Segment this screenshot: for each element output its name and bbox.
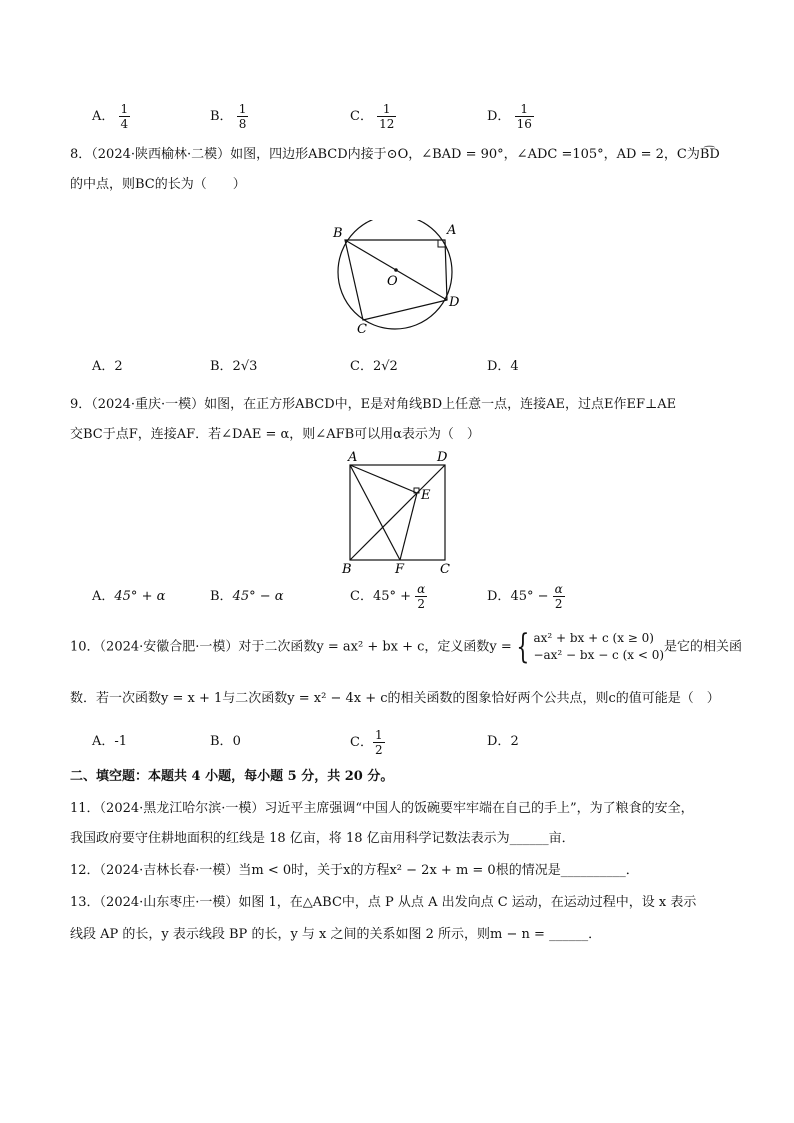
q10-option-c: C． $\frac{1}{2}$	[350, 728, 383, 757]
label-o: O	[387, 274, 398, 289]
q8-text-line1: 8．（2024·陕西榆林·二模）如图，四边形ABCD内接于⊙O，∠BAD = 90°，∠ADC =105°，AD = 2，C为B͡D	[70, 147, 720, 162]
label-a: A	[348, 450, 358, 465]
q9-text-line1: 9．（2024·重庆·一模）如图，在正方形ABCD中，E是对角线BD上任意一点，连接AE，过点E作EF⊥AE	[70, 397, 677, 412]
label-f: F	[395, 562, 405, 577]
q11-text-line2: 我国政府要守住耕地面积的红线是 18 亿亩，将 18 亿亩用科学记数法表示为______亩．	[70, 831, 575, 846]
diagonal-bd	[350, 465, 445, 560]
q8-option-a: A．2	[92, 359, 123, 374]
q9-option-d: D．45° − $\frac{\alpha}{2}$	[487, 582, 563, 611]
q8-circle-figure	[325, 220, 475, 340]
q10-option-d: D．2	[487, 734, 519, 749]
q7-option-d: D． $\frac{1}{16}$	[487, 102, 532, 131]
section-2-heading: 二、填空题：本题共 4 小题，每小题 5 分，共 20 分。	[70, 769, 394, 784]
q8-option-b: B．2√3	[210, 359, 258, 374]
label-c: C	[357, 322, 367, 337]
q8-option-c: C．2√2	[350, 359, 398, 374]
label-d: D	[449, 295, 460, 310]
label-d: D	[437, 450, 448, 465]
q9-text-line2: 交BC于点F，连接AF．若∠DAE = α，则∠AFB可以用α表示为（ ）	[70, 427, 480, 442]
q7-option-c: C． $\frac{1}{12}$	[350, 102, 395, 131]
q10-text-line2: 数．若一次函数y = x + 1与二次函数y = x² − 4x + c的相关函数的图象恰好两个公共点，则c的值可能是（ ）	[70, 691, 720, 706]
label-b: B	[333, 226, 343, 241]
q13-text-line2: 线段 AP 的长，y 表示线段 BP 的长，y 与 x 之间的关系如图 2 所示，则m − n = ______．	[70, 927, 602, 942]
q9-option-c: C．45° + $\frac{\alpha}{2}$	[350, 582, 426, 611]
center-o	[394, 268, 398, 272]
q13-text-line1: 13．（2024·山东枣庄·一模）如图 1，在△ABC中，点 P 从点 A 出发向点 C 运动，在运动过程中，设 x 表示	[70, 895, 697, 910]
q9-square-figure	[340, 448, 455, 578]
q12-text: 12．（2024·吉林长春·一模）当m < 0时，关于x的方程x² − 2x + m = 0根的情况是__________．	[70, 863, 639, 878]
q7-option-a: A． $\frac{1}{4}$	[92, 102, 129, 131]
q10-text-line1: 10．（2024·安徽合肥·一模）对于二次函数y = ax² + bx + c，定义函数y = { ax² + bx + c (x ≥ 0) −ax² − bx − c (x < 0) 是它的相关函	[70, 627, 743, 667]
q9-option-b: B．45° − α	[210, 589, 284, 604]
segment-ef	[400, 493, 417, 560]
q8-text-line2: 的中点，则BC的长为（ ）	[70, 177, 246, 192]
label-a: A	[447, 223, 457, 238]
label-b: B	[342, 562, 352, 577]
q7-option-b: B． $\frac{1}{8}$	[210, 102, 247, 131]
q11-text-line1: 11．（2024·黑龙江哈尔滨·一模）习近平主席强调“中国人的饭碗要牢牢端在自己的手上”，为了粮食的安全，	[70, 801, 694, 816]
q9-option-a: A．45° + α	[92, 589, 166, 604]
q10-option-b: B．0	[210, 734, 241, 749]
segment-ae	[350, 465, 417, 493]
segment-af	[350, 465, 400, 560]
q8-option-d: D．4	[487, 359, 519, 374]
label-c: C	[440, 562, 450, 577]
q10-option-a: A．-1	[92, 734, 128, 749]
label-e: E	[421, 488, 431, 503]
